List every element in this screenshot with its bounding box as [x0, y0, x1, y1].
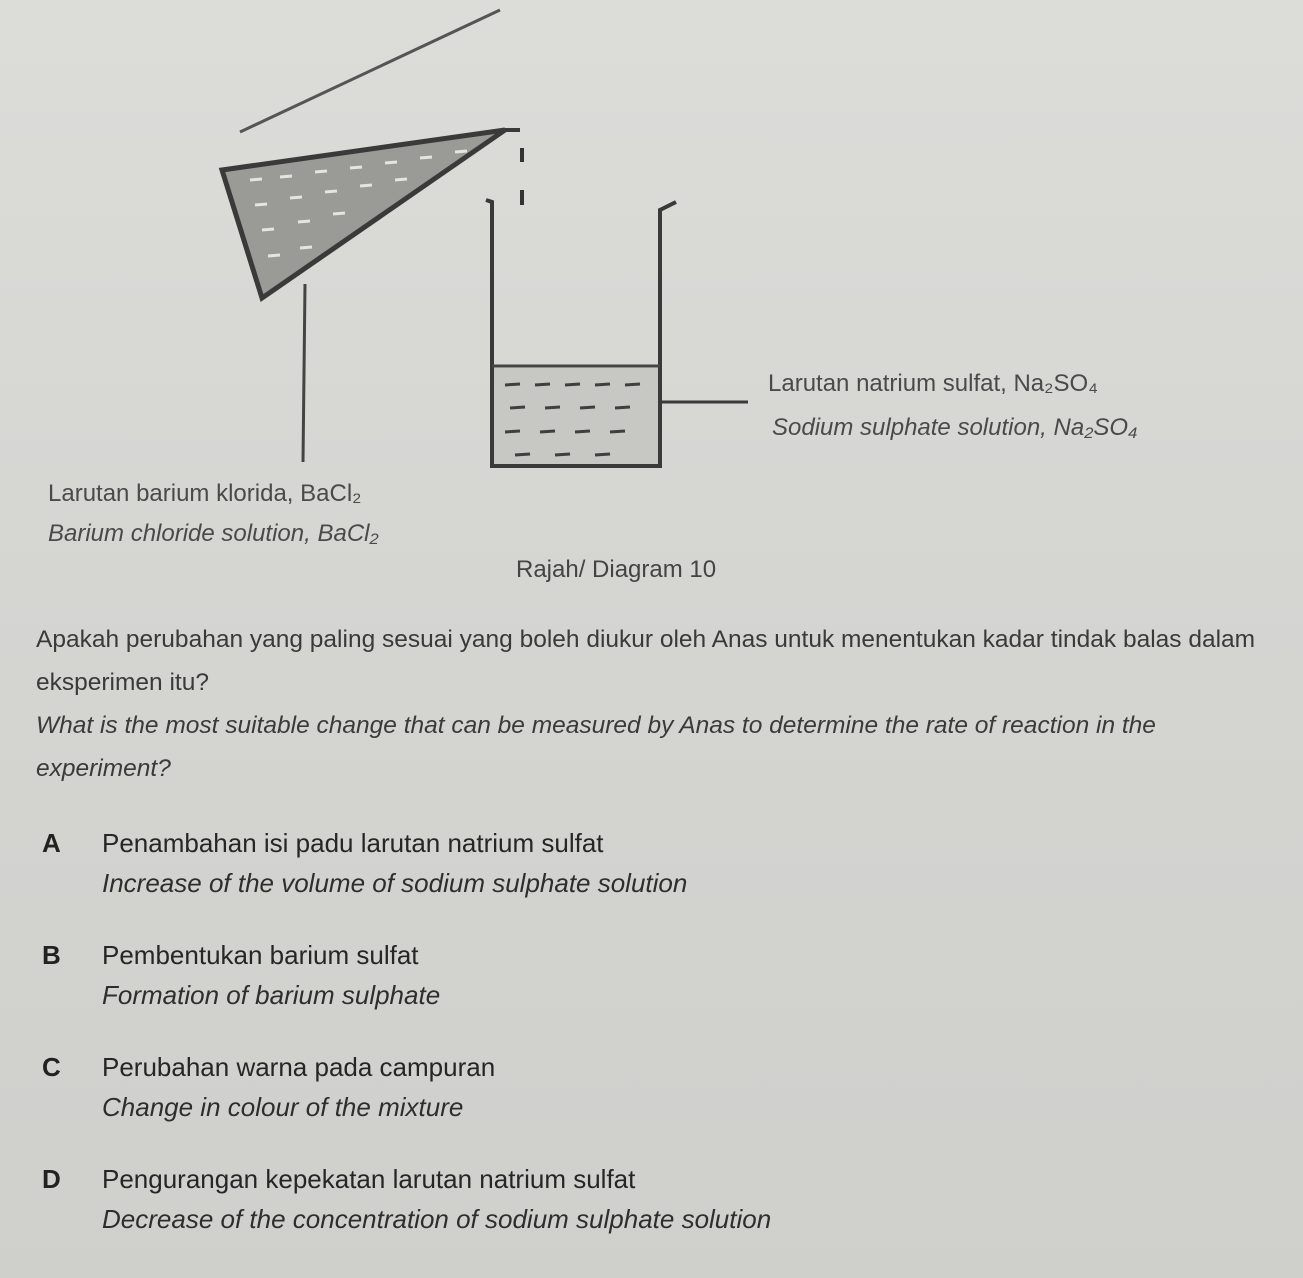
question-ms: Apakah perubahan yang paling sesuai yang boleh diukur oleh Anas untuk menentukan kadar tindak balas dalam eksperimen itu?	[36, 626, 1256, 696]
option-letter: A	[42, 828, 61, 858]
option-text-ms: Pembentukan barium sulfat	[102, 940, 419, 970]
option-letter: C	[42, 1052, 61, 1082]
diagram-caption: Rajah/ Diagram 10	[516, 556, 717, 583]
question-text	[36, 618, 1266, 790]
experiment-diagram	[0, 0, 1303, 600]
barium-chloride-label-en: Barium chloride solution, BaCl₂	[48, 520, 379, 547]
tilted-beaker-barium-chloride	[222, 10, 522, 298]
question-en: What is the most suitable change that can be measured by Anas to determine the rate of reaction in the experiment?	[36, 712, 1156, 782]
option-text-en: Decrease of the concentration of sodium sulphate solution	[102, 1204, 772, 1234]
option-text-en: Formation of barium sulphate	[102, 980, 441, 1010]
option-b[interactable]	[42, 940, 1242, 1052]
option-letter: B	[42, 940, 61, 970]
option-text-en: Change in colour of the mixture	[102, 1092, 464, 1122]
beaker-sodium-sulphate	[486, 200, 676, 466]
option-d[interactable]	[42, 1164, 1242, 1276]
sodium-sulphate-label-ms: Larutan natrium sulfat, Na₂SO₄	[768, 370, 1098, 397]
option-letter: D	[42, 1164, 61, 1194]
barium-chloride-pointer	[303, 284, 305, 462]
option-text-en: Increase of the volume of sodium sulphate solution	[102, 868, 688, 898]
answer-options	[42, 828, 1242, 1276]
sodium-sulphate-label-en: Sodium sulphate solution, Na₂SO₄	[772, 414, 1138, 441]
option-text-ms: Pengurangan kepekatan larutan natrium sulfat	[102, 1164, 636, 1194]
option-text-ms: Penambahan isi padu larutan natrium sulfat	[102, 828, 604, 858]
option-text-ms: Perubahan warna pada campuran	[102, 1052, 496, 1082]
option-c[interactable]	[42, 1052, 1242, 1164]
barium-chloride-label-ms: Larutan barium klorida, BaCl₂	[48, 480, 362, 507]
option-a[interactable]	[42, 828, 1242, 940]
